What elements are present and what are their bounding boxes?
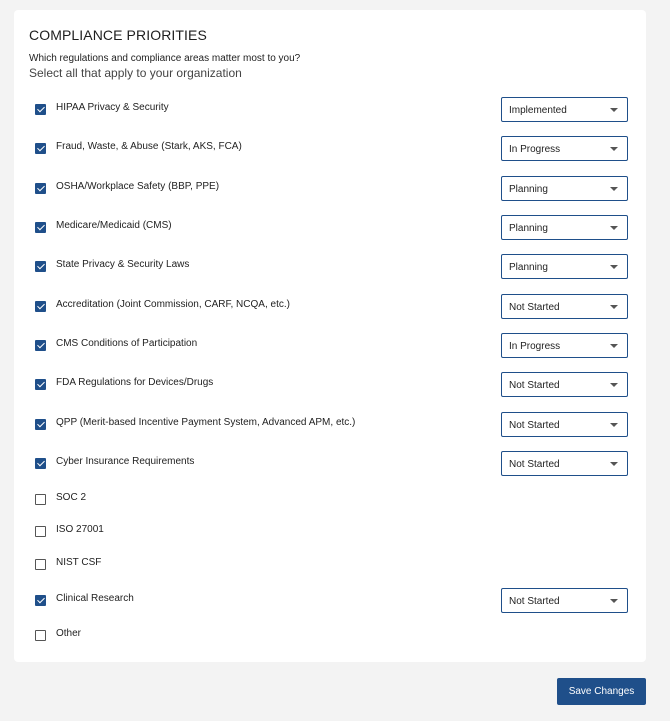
compliance-item-label: Accreditation (Joint Commission, CARF, NCQA, etc.)	[56, 299, 290, 310]
caret-down-icon	[610, 423, 618, 427]
status-select[interactable]	[501, 588, 628, 613]
status-select-value: Not Started	[509, 379, 560, 391]
caret-down-icon	[610, 108, 618, 112]
compliance-checkbox[interactable]	[35, 222, 46, 233]
compliance-checkbox[interactable]	[35, 494, 46, 505]
compliance-priorities-card	[14, 10, 646, 662]
status-select-value: Not Started	[509, 595, 560, 607]
section-title: COMPLIANCE PRIORITIES	[29, 27, 207, 43]
compliance-item-label: ISO 27001	[56, 524, 104, 535]
status-select-value: Not Started	[509, 458, 560, 470]
status-select[interactable]	[501, 451, 628, 476]
section-question: Which regulations and compliance areas matter most to you?	[29, 53, 301, 64]
compliance-checkbox[interactable]	[35, 379, 46, 390]
section-hint: Select all that apply to your organization	[29, 66, 242, 80]
status-select[interactable]	[501, 412, 628, 437]
caret-down-icon	[610, 265, 618, 269]
status-select-value: Not Started	[509, 301, 560, 313]
compliance-item-label: CMS Conditions of Participation	[56, 338, 198, 349]
caret-down-icon	[610, 462, 618, 466]
caret-down-icon	[610, 147, 618, 151]
status-select[interactable]	[501, 136, 628, 161]
compliance-checkbox[interactable]	[35, 595, 46, 606]
compliance-checkbox[interactable]	[35, 630, 46, 641]
compliance-checkbox[interactable]	[35, 559, 46, 570]
caret-down-icon	[610, 305, 618, 309]
compliance-item-label: SOC 2	[56, 492, 87, 503]
status-select[interactable]	[501, 294, 628, 319]
compliance-checkbox[interactable]	[35, 458, 46, 469]
status-select[interactable]	[501, 97, 628, 122]
compliance-checkbox[interactable]	[35, 340, 46, 351]
caret-down-icon	[610, 599, 618, 603]
compliance-item-label: Fraud, Waste, & Abuse (Stark, AKS, FCA)	[56, 141, 242, 152]
save-changes-button[interactable]: Save Changes	[557, 678, 646, 705]
compliance-checkbox[interactable]	[35, 419, 46, 430]
compliance-item-label: Cyber Insurance Requirements	[56, 456, 195, 467]
compliance-checkbox[interactable]	[35, 104, 46, 115]
caret-down-icon	[610, 226, 618, 230]
caret-down-icon	[610, 383, 618, 387]
status-select-value: Planning	[509, 222, 548, 234]
status-select[interactable]	[501, 372, 628, 397]
status-select-value: Not Started	[509, 419, 560, 431]
status-select-value: Planning	[509, 183, 548, 195]
compliance-checkbox[interactable]	[35, 261, 46, 272]
caret-down-icon	[610, 344, 618, 348]
status-select[interactable]	[501, 254, 628, 279]
compliance-item-label: HIPAA Privacy & Security	[56, 102, 169, 113]
status-select[interactable]	[501, 333, 628, 358]
status-select-value: In Progress	[509, 340, 561, 352]
compliance-item-label: OSHA/Workplace Safety (BBP, PPE)	[56, 181, 220, 192]
compliance-item-label: FDA Regulations for Devices/Drugs	[56, 377, 214, 388]
status-select[interactable]	[501, 215, 628, 240]
compliance-checkbox[interactable]	[35, 301, 46, 312]
compliance-item-label: QPP (Merit-based Incentive Payment System, Advanced APM, etc.)	[56, 417, 356, 428]
status-select-value: Planning	[509, 261, 548, 273]
compliance-item-label: State Privacy & Security Laws	[56, 259, 190, 270]
compliance-checkbox[interactable]	[35, 143, 46, 154]
compliance-item-label: Other	[56, 628, 82, 639]
compliance-checkbox[interactable]	[35, 526, 46, 537]
compliance-item-label: Clinical Research	[56, 593, 134, 604]
compliance-item-label: NIST CSF	[56, 557, 102, 568]
caret-down-icon	[610, 187, 618, 191]
compliance-item-label: Medicare/Medicaid (CMS)	[56, 220, 172, 231]
status-select-value: Implemented	[509, 104, 567, 116]
status-select[interactable]	[501, 176, 628, 201]
status-select-value: In Progress	[509, 143, 561, 155]
compliance-checkbox[interactable]	[35, 183, 46, 194]
